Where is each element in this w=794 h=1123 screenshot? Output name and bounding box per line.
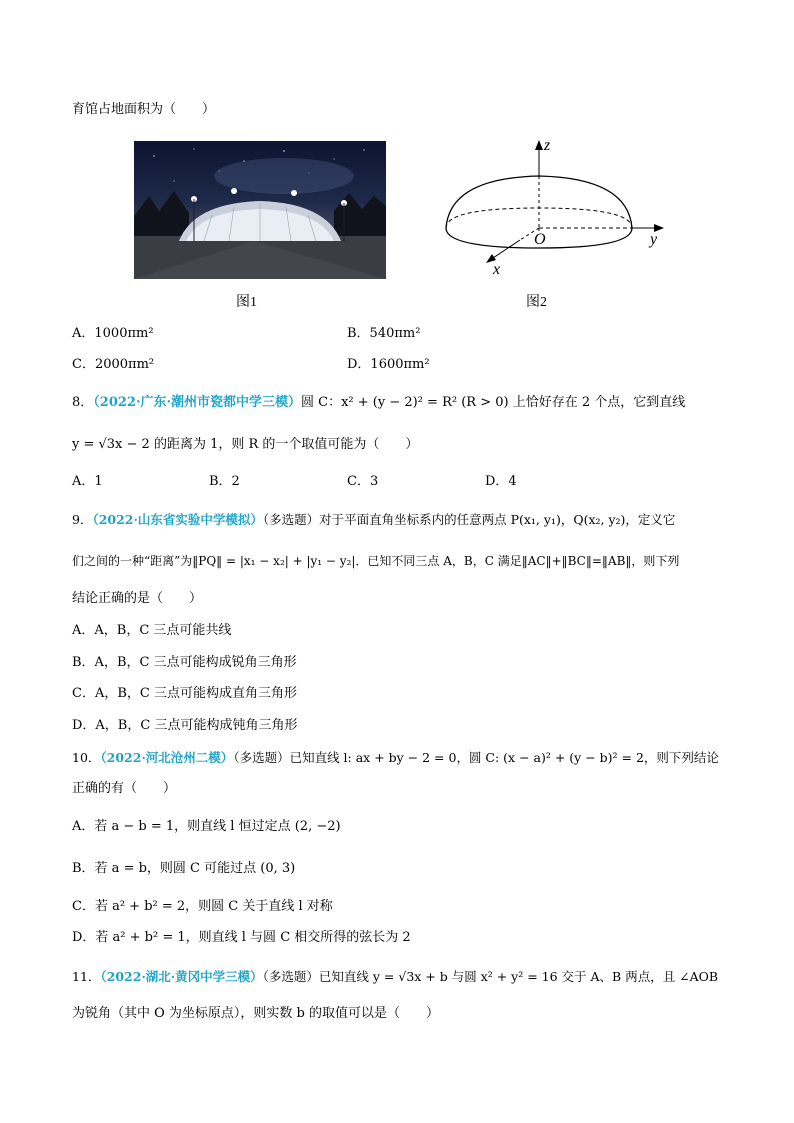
question-continuation: 育馆占地面积为（ ）: [72, 102, 216, 117]
q8-option-b: B．2: [209, 474, 240, 489]
q9-option-b: B．A，B，C 三点可能构成锐角三角形: [72, 655, 297, 670]
q11-source: （2022·湖北·黄冈中学三模）: [100, 969, 263, 984]
q8-text-1: 圆 C：x² + (y − 2)² = R² (R > 0) 上恰好存在 2 个点，它到直线: [301, 395, 686, 410]
q11-text-1: （多选题）已知直线 y = √3x + b 与圆 x² + y² = 16 交于 A、B 两点，且 ∠AOB: [262, 969, 719, 984]
origin-label: O: [534, 231, 546, 248]
z-arrow-icon: [535, 140, 543, 150]
q9-option-a: A．A，B，C 三点可能共线: [72, 623, 232, 638]
q8-source: （2022·广东·潮州市瓷都中学三模）: [93, 395, 302, 410]
figure2-caption: 图2: [526, 295, 547, 310]
q8-option-c: C．3: [347, 474, 379, 489]
x-label: x: [493, 261, 501, 278]
x-axis: [490, 240, 520, 260]
q11-number: 11．: [72, 969, 101, 984]
q9-line1: [72, 511, 675, 529]
q10-option-b: B．若 a = b，则圆 C 可能过点 (0, 3): [72, 861, 296, 876]
q9-option-d: D．A，B，C 三点可能构成钝角三角形: [72, 718, 298, 733]
q10-text-1: （多选题）已知直线 l: ax + by − 2 = 0，圆 C: (x − a)² + (y − b)² = 2，则下列结论: [233, 750, 719, 765]
q7-option-a: A．1000πm²: [72, 326, 154, 341]
q10-source: （2022·河北沧州二模）: [100, 750, 234, 765]
q9-option-c: C．A，B，C 三点可能构成直角三角形: [72, 686, 297, 701]
q11-line2: 为锐角（其中 O 为坐标原点），则实数 b 的取值可以是（ ）: [72, 1006, 440, 1021]
q7-option-d: D．1600πm²: [347, 357, 430, 372]
q7-option-c: C．2000πm²: [72, 357, 155, 372]
q9-source: （2022·山东省实验中学模拟）: [92, 512, 263, 527]
stadium-photo: [134, 141, 386, 279]
q8-line1: [72, 394, 685, 412]
stadium-illustration: [134, 141, 386, 279]
q8-line2: y = √3x − 2 的距离为 1，则 R 的一个取值可能为（ ）: [72, 437, 419, 452]
q8-option-a: A．1: [72, 474, 103, 489]
q9-line3: 结论正确的是（ ）: [72, 591, 203, 606]
q10-number: 10．: [72, 750, 101, 765]
q10-line1: [72, 749, 719, 767]
y-label: y: [650, 231, 658, 248]
q7-option-b: B．540πm²: [347, 326, 421, 341]
q11-line1: [72, 968, 718, 986]
q8-number: 8．: [72, 395, 94, 410]
q10-line2: 正确的有（ ）: [72, 781, 177, 796]
q8-option-d: D．4: [485, 474, 517, 489]
hemisphere-diagram: [436, 136, 676, 286]
figure1-caption: 图1: [236, 295, 257, 310]
q9-line2: 们之间的一种“距离”为‖PQ‖ = |x₁ − x₂| + |y₁ − y₂|．已知不同三点 A，B，C 满足‖AC‖+‖BC‖=‖AB‖，则下列: [72, 554, 680, 568]
q10-option-a: A．若 a − b = 1，则直线 l 恒过定点 (2, −2): [72, 819, 341, 834]
q9-number: 9．: [72, 512, 93, 527]
q10-option-d: D．若 a² + b² = 1，则直线 l 与圆 C 相交所得的弦长为 2: [72, 930, 411, 945]
q9-text-1: （多选题）对于平面直角坐标系内的任意两点 P(x₁, y₁)，Q(x₂, y₂)，定义它: [262, 512, 676, 527]
z-label: z: [544, 137, 551, 154]
q10-option-c: C．若 a² + b² = 2，则圆 C 关于直线 l 对称: [72, 899, 333, 914]
